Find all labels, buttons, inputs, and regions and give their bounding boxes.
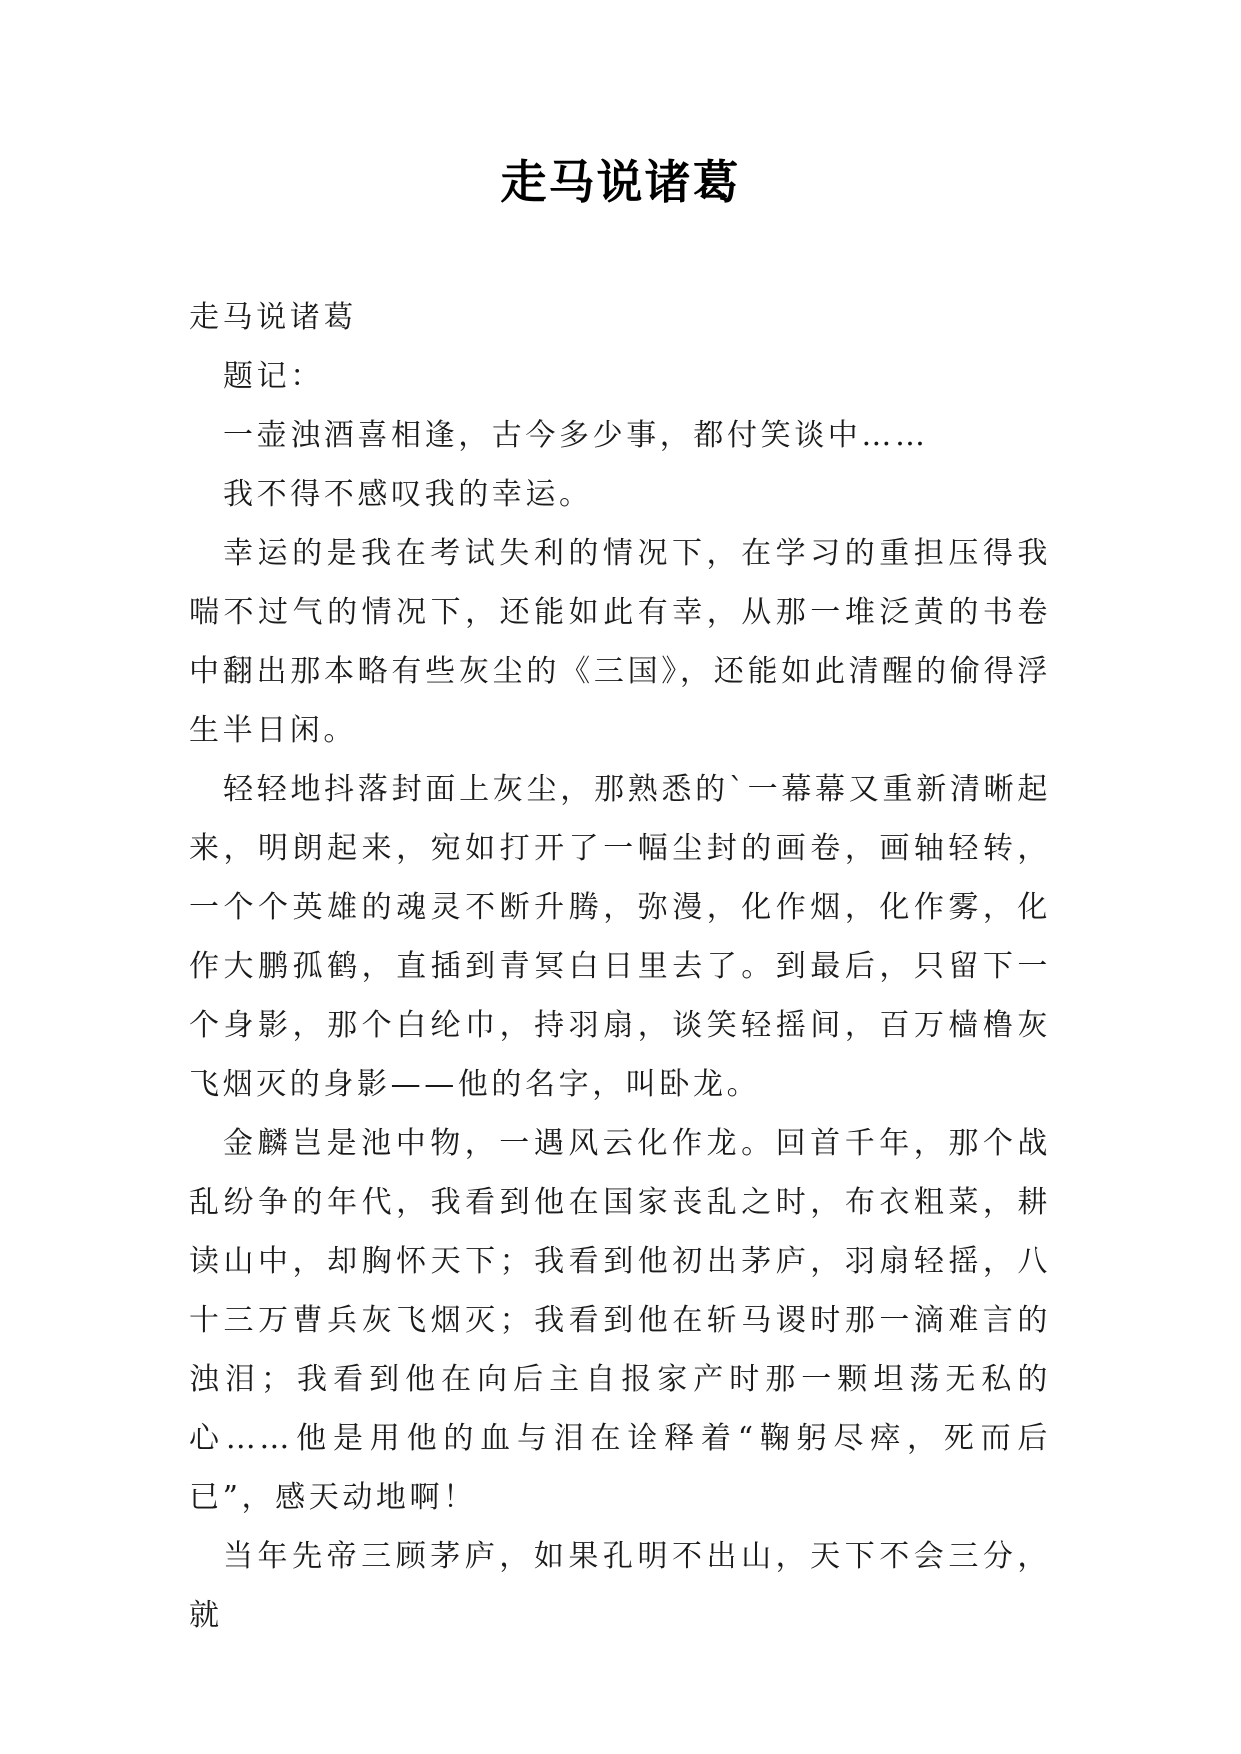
paragraph: 当年先帝三顾茅庐，如果孔明不出山，天下不会三分，就 bbox=[189, 1539, 1051, 1633]
epigraph-text: 一壶浊酒喜相逢，古今多少事，都付笑谈中…… bbox=[223, 418, 929, 453]
epigraph-label: 题记： bbox=[223, 359, 324, 394]
paragraph: 幸运的是我在考试失利的情况下，在学习的重担压得我喘不过气的情况下，还能如此有幸，从那一堆泛黄的书卷中翻出那本略有些灰尘的《三国》，还能如此清醒的偷得浮生半日闲。 bbox=[189, 536, 1051, 748]
paragraph: 轻轻地抖落封面上灰尘，那熟悉的`一幕幕又重新清晰起来，明朗起来，宛如打开了一幅尘封的画卷，画轴轻转，一个个英雄的魂灵不断升腾，弥漫，化作烟，化作雾，化作大鹏孤鹤，直插到青冥白日里去了。到最后，只留下一个身影，那个白纶巾，持羽扇，谈笑轻摇间，百万樯橹灰飞烟灭的身影——他的名字，叫卧龙。 bbox=[189, 772, 1051, 1102]
document-body bbox=[189, 288, 1051, 1645]
paragraph: 我不得不感叹我的幸运。 bbox=[223, 477, 593, 512]
body-heading: 走马说诸葛 bbox=[189, 300, 357, 335]
paragraph: 金麟岂是池中物，一遇风云化作龙。回首千年，那个战乱纷争的年代，我看到他在国家丧乱之时，布衣粗菜，耕读山中，却胸怀天下；我看到他初出茅庐，羽扇轻摇，八十三万曹兵灰飞烟灭；我看到他在斩马谡时那一滴难言的浊泪；我看到他在向后主自报家产时那一颗坦荡无私的心……他是用他的血与泪在诠释着“鞠躬尽瘁，死而后已”，感天动地啊！ bbox=[189, 1126, 1051, 1515]
document-title: 走马说诸葛 bbox=[500, 155, 741, 209]
